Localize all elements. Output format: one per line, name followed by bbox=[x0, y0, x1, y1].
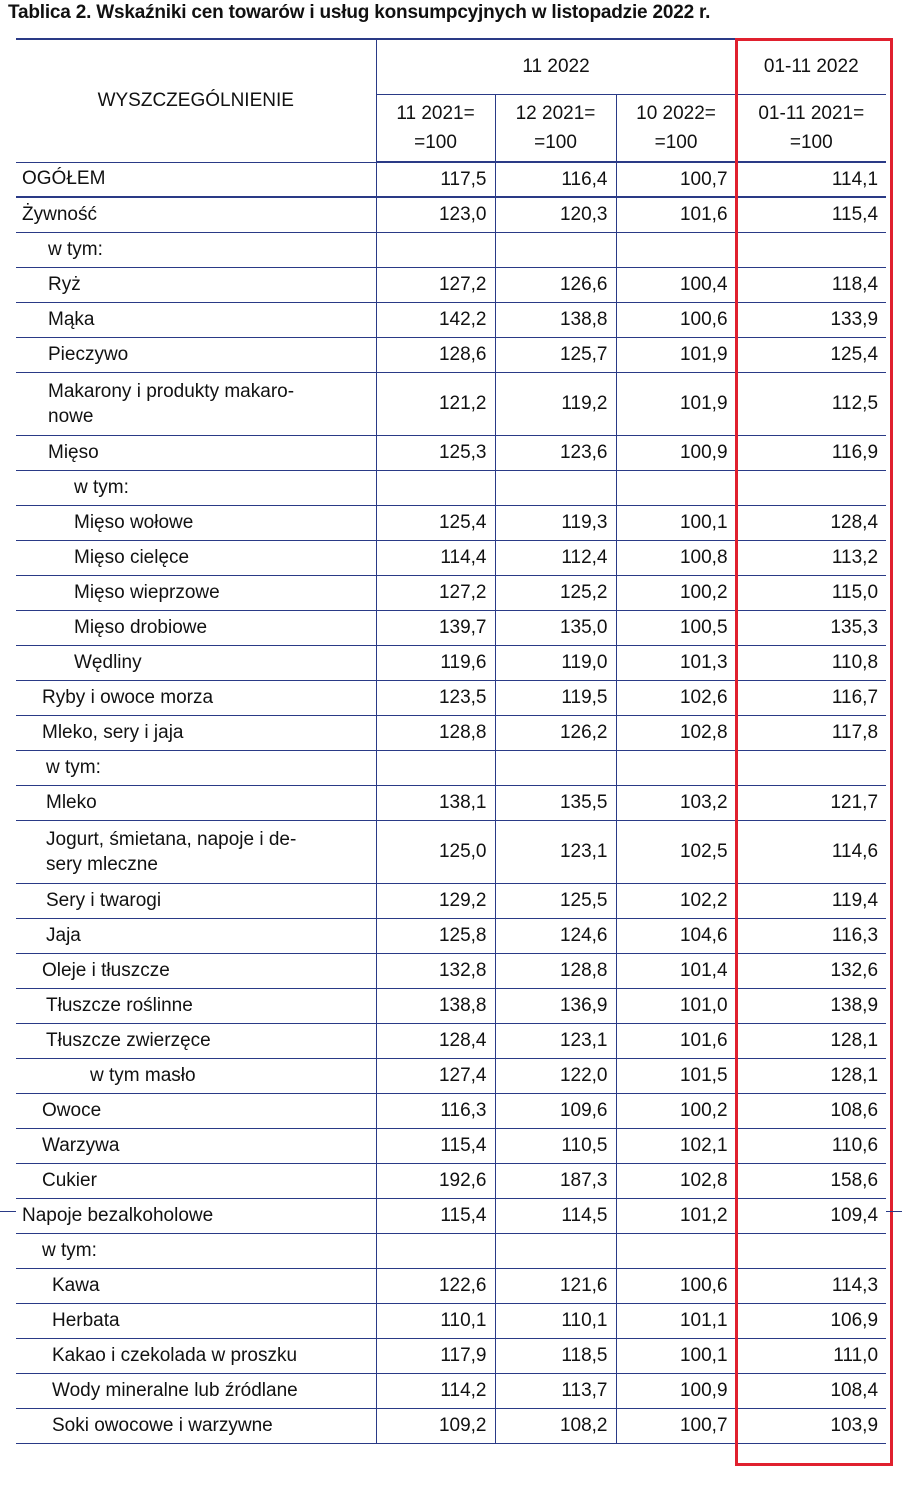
header-item-column: WYSZCZEGÓLNIENIE bbox=[16, 39, 376, 162]
row-value-col1 bbox=[376, 750, 495, 785]
row-value-col4: 135,3 bbox=[736, 610, 886, 645]
row-value-col2: 125,5 bbox=[495, 883, 616, 918]
row-label: w tym masło bbox=[16, 1058, 376, 1093]
row-value-col4: 110,8 bbox=[736, 645, 886, 680]
row-label: Makarony i produkty makaro- nowe bbox=[16, 372, 376, 435]
row-value-col1: 123,5 bbox=[376, 680, 495, 715]
table-row bbox=[16, 715, 886, 750]
row-label: Pieczywo bbox=[16, 337, 376, 372]
row-value-col1: 138,8 bbox=[376, 988, 495, 1023]
table-row bbox=[16, 1163, 886, 1198]
row-value-col4: 114,3 bbox=[736, 1268, 886, 1303]
row-label: Soki owocowe i warzywne bbox=[16, 1408, 376, 1443]
row-value-col1: 127,2 bbox=[376, 575, 495, 610]
header-group-11-2022: 11 2022 bbox=[376, 39, 736, 95]
table-row bbox=[16, 883, 886, 918]
row-value-col2: 124,6 bbox=[495, 918, 616, 953]
row-value-col2: 119,2 bbox=[495, 372, 616, 435]
row-value-col4 bbox=[736, 232, 886, 267]
table-row bbox=[16, 1023, 886, 1058]
row-value-col3: 100,9 bbox=[616, 1373, 736, 1408]
row-value-col2 bbox=[495, 470, 616, 505]
row-value-col4: 114,6 bbox=[736, 820, 886, 883]
row-label: w tym: bbox=[16, 750, 376, 785]
row-value-col2 bbox=[495, 750, 616, 785]
row-value-col3: 102,5 bbox=[616, 820, 736, 883]
row-label: Mleko, sery i jaja bbox=[16, 715, 376, 750]
table-row bbox=[16, 470, 886, 505]
row-value-col1: 125,4 bbox=[376, 505, 495, 540]
table-row bbox=[16, 1058, 886, 1093]
row-value-col2: 109,6 bbox=[495, 1093, 616, 1128]
row-value-col1: 142,2 bbox=[376, 302, 495, 337]
row-label: Wędliny bbox=[16, 645, 376, 680]
table-row bbox=[16, 1303, 886, 1338]
row-label: w tym: bbox=[16, 1233, 376, 1268]
row-value-col4: 116,7 bbox=[736, 680, 886, 715]
header-sub-col4: 01-11 2021= =100 bbox=[736, 95, 886, 163]
table-row bbox=[16, 1268, 886, 1303]
row-value-col1: 192,6 bbox=[376, 1163, 495, 1198]
row-label: Mąka bbox=[16, 302, 376, 337]
row-value-col4: 115,4 bbox=[736, 197, 886, 232]
row-value-col3: 100,4 bbox=[616, 267, 736, 302]
row-value-col3: 101,0 bbox=[616, 988, 736, 1023]
table-row bbox=[16, 1408, 886, 1443]
row-label: Mięso wołowe bbox=[16, 505, 376, 540]
table-row bbox=[16, 162, 886, 197]
row-value-col2: 119,0 bbox=[495, 645, 616, 680]
row-value-col1: 128,4 bbox=[376, 1023, 495, 1058]
row-label: Wody mineralne lub źródlane bbox=[16, 1373, 376, 1408]
row-value-col3: 102,8 bbox=[616, 715, 736, 750]
row-value-col4: 158,6 bbox=[736, 1163, 886, 1198]
row-label: Mięso wieprzowe bbox=[16, 575, 376, 610]
row-value-col3: 102,8 bbox=[616, 1163, 736, 1198]
row-value-col1: 125,0 bbox=[376, 820, 495, 883]
row-label: Mięso drobiowe bbox=[16, 610, 376, 645]
row-divider-mark bbox=[0, 1211, 16, 1212]
row-value-col3: 100,7 bbox=[616, 162, 736, 197]
table-row bbox=[16, 750, 886, 785]
row-value-col1: 127,4 bbox=[376, 1058, 495, 1093]
row-label: Oleje i tłuszcze bbox=[16, 953, 376, 988]
row-value-col4: 106,9 bbox=[736, 1303, 886, 1338]
row-value-col3: 102,2 bbox=[616, 883, 736, 918]
table-row bbox=[16, 1093, 886, 1128]
row-value-col3: 101,9 bbox=[616, 372, 736, 435]
row-value-col4: 110,6 bbox=[736, 1128, 886, 1163]
row-value-col3: 101,3 bbox=[616, 645, 736, 680]
row-value-col1: 128,6 bbox=[376, 337, 495, 372]
row-value-col3: 101,6 bbox=[616, 1023, 736, 1058]
row-value-col3: 100,9 bbox=[616, 435, 736, 470]
row-value-col4: 116,3 bbox=[736, 918, 886, 953]
row-value-col2: 187,3 bbox=[495, 1163, 616, 1198]
row-value-col1: 129,2 bbox=[376, 883, 495, 918]
row-value-col3 bbox=[616, 470, 736, 505]
table-row bbox=[16, 267, 886, 302]
row-label: Mleko bbox=[16, 785, 376, 820]
row-value-col3: 101,9 bbox=[616, 337, 736, 372]
row-value-col2: 135,0 bbox=[495, 610, 616, 645]
row-value-col3: 100,6 bbox=[616, 302, 736, 337]
table-row bbox=[16, 337, 886, 372]
row-value-col4: 112,5 bbox=[736, 372, 886, 435]
row-value-col2: 128,8 bbox=[495, 953, 616, 988]
row-value-col4: 111,0 bbox=[736, 1338, 886, 1373]
row-value-col1: 138,1 bbox=[376, 785, 495, 820]
row-value-col3: 100,8 bbox=[616, 540, 736, 575]
row-value-col4 bbox=[736, 750, 886, 785]
row-value-col4 bbox=[736, 1233, 886, 1268]
table-row bbox=[16, 645, 886, 680]
row-value-col1 bbox=[376, 1233, 495, 1268]
row-value-col4: 128,4 bbox=[736, 505, 886, 540]
table-row bbox=[16, 232, 886, 267]
table-row bbox=[16, 953, 886, 988]
row-label: Warzywa bbox=[16, 1128, 376, 1163]
row-value-col1: 139,7 bbox=[376, 610, 495, 645]
row-value-col4: 103,9 bbox=[736, 1408, 886, 1443]
row-label: Herbata bbox=[16, 1303, 376, 1338]
row-value-col3 bbox=[616, 232, 736, 267]
row-value-col1: 123,0 bbox=[376, 197, 495, 232]
row-value-col4: 116,9 bbox=[736, 435, 886, 470]
row-value-col3: 101,5 bbox=[616, 1058, 736, 1093]
row-label: Tłuszcze zwierzęce bbox=[16, 1023, 376, 1058]
row-value-col3: 100,1 bbox=[616, 1338, 736, 1373]
header-sub-col3: 10 2022= =100 bbox=[616, 95, 736, 163]
row-value-col2: 126,2 bbox=[495, 715, 616, 750]
row-value-col2: 121,6 bbox=[495, 1268, 616, 1303]
row-value-col3: 100,2 bbox=[616, 575, 736, 610]
row-value-col2: 120,3 bbox=[495, 197, 616, 232]
row-value-col3: 101,2 bbox=[616, 1198, 736, 1233]
row-value-col2: 122,0 bbox=[495, 1058, 616, 1093]
row-value-col4: 128,1 bbox=[736, 1023, 886, 1058]
row-label: Jaja bbox=[16, 918, 376, 953]
table-row bbox=[16, 820, 886, 883]
row-value-col3: 100,2 bbox=[616, 1093, 736, 1128]
row-value-col1: 115,4 bbox=[376, 1198, 495, 1233]
row-value-col1: 110,1 bbox=[376, 1303, 495, 1338]
row-value-col1 bbox=[376, 232, 495, 267]
row-value-col1: 127,2 bbox=[376, 267, 495, 302]
row-value-col2: 108,2 bbox=[495, 1408, 616, 1443]
row-value-col4: 132,6 bbox=[736, 953, 886, 988]
row-value-col4: 114,1 bbox=[736, 162, 886, 197]
row-label: w tym: bbox=[16, 470, 376, 505]
row-label: OGÓŁEM bbox=[16, 162, 376, 197]
row-divider-mark-right bbox=[886, 1211, 902, 1212]
row-value-col2: 136,9 bbox=[495, 988, 616, 1023]
row-value-col4: 138,9 bbox=[736, 988, 886, 1023]
table-row bbox=[16, 785, 886, 820]
row-value-col4: 121,7 bbox=[736, 785, 886, 820]
row-value-col2: 125,2 bbox=[495, 575, 616, 610]
row-label: Kawa bbox=[16, 1268, 376, 1303]
table-row bbox=[16, 1338, 886, 1373]
row-value-col4: 108,6 bbox=[736, 1093, 886, 1128]
row-value-col2: 138,8 bbox=[495, 302, 616, 337]
row-value-col1: 117,5 bbox=[376, 162, 495, 197]
row-value-col2: 110,1 bbox=[495, 1303, 616, 1338]
row-value-col4: 133,9 bbox=[736, 302, 886, 337]
row-value-col3: 102,6 bbox=[616, 680, 736, 715]
table-row bbox=[16, 197, 886, 232]
table-row bbox=[16, 988, 886, 1023]
row-value-col4 bbox=[736, 470, 886, 505]
row-value-col1: 115,4 bbox=[376, 1128, 495, 1163]
table-row bbox=[16, 505, 886, 540]
row-label: Ryż bbox=[16, 267, 376, 302]
row-value-col4: 118,4 bbox=[736, 267, 886, 302]
row-value-col3: 100,6 bbox=[616, 1268, 736, 1303]
row-label: Sery i twarogi bbox=[16, 883, 376, 918]
row-value-col2: 116,4 bbox=[495, 162, 616, 197]
table-row bbox=[16, 372, 886, 435]
table-row bbox=[16, 918, 886, 953]
table-row bbox=[16, 435, 886, 470]
row-label: Mięso bbox=[16, 435, 376, 470]
row-value-col3: 100,5 bbox=[616, 610, 736, 645]
table-title: Tablica 2. Wskaźniki cen towarów i usług konsumpcyjnych w listopadzie 2022 r. bbox=[8, 2, 711, 23]
row-label: Tłuszcze roślinne bbox=[16, 988, 376, 1023]
row-value-col4: 119,4 bbox=[736, 883, 886, 918]
row-label: w tym: bbox=[16, 232, 376, 267]
row-value-col3 bbox=[616, 1233, 736, 1268]
table-row bbox=[16, 1233, 886, 1268]
row-value-col1: 117,9 bbox=[376, 1338, 495, 1373]
row-value-col3: 101,6 bbox=[616, 197, 736, 232]
row-value-col2: 113,7 bbox=[495, 1373, 616, 1408]
row-value-col2: 126,6 bbox=[495, 267, 616, 302]
row-value-col1: 132,8 bbox=[376, 953, 495, 988]
row-value-col1: 116,3 bbox=[376, 1093, 495, 1128]
table-row bbox=[16, 1373, 886, 1408]
row-label: Żywność bbox=[16, 197, 376, 232]
row-value-col2 bbox=[495, 1233, 616, 1268]
row-label: Jogurt, śmietana, napoje i de- sery mleczne bbox=[16, 820, 376, 883]
row-label: Cukier bbox=[16, 1163, 376, 1198]
row-label: Napoje bezalkoholowe bbox=[16, 1198, 376, 1233]
price-index-table bbox=[16, 38, 886, 1444]
row-value-col2: 135,5 bbox=[495, 785, 616, 820]
row-value-col3: 100,7 bbox=[616, 1408, 736, 1443]
row-value-col2: 112,4 bbox=[495, 540, 616, 575]
row-value-col3: 101,4 bbox=[616, 953, 736, 988]
row-value-col2: 119,3 bbox=[495, 505, 616, 540]
row-value-col4: 125,4 bbox=[736, 337, 886, 372]
row-value-col2: 118,5 bbox=[495, 1338, 616, 1373]
table-row bbox=[16, 1128, 886, 1163]
row-value-col2: 123,1 bbox=[495, 1023, 616, 1058]
row-value-col1: 125,3 bbox=[376, 435, 495, 470]
table-row bbox=[16, 302, 886, 337]
row-value-col1 bbox=[376, 470, 495, 505]
table-row bbox=[16, 610, 886, 645]
row-value-col3: 104,6 bbox=[616, 918, 736, 953]
row-value-col1: 119,6 bbox=[376, 645, 495, 680]
row-value-col1: 109,2 bbox=[376, 1408, 495, 1443]
row-label: Owoce bbox=[16, 1093, 376, 1128]
row-value-col1: 128,8 bbox=[376, 715, 495, 750]
row-label: Mięso cielęce bbox=[16, 540, 376, 575]
row-value-col3: 102,1 bbox=[616, 1128, 736, 1163]
row-value-col2 bbox=[495, 232, 616, 267]
table-row bbox=[16, 540, 886, 575]
row-value-col4: 115,0 bbox=[736, 575, 886, 610]
table-row bbox=[16, 1198, 886, 1233]
row-value-col2: 125,7 bbox=[495, 337, 616, 372]
row-value-col4: 117,8 bbox=[736, 715, 886, 750]
row-value-col2: 123,1 bbox=[495, 820, 616, 883]
row-value-col3: 101,1 bbox=[616, 1303, 736, 1338]
row-value-col3: 100,1 bbox=[616, 505, 736, 540]
header-sub-col1: 11 2021= =100 bbox=[376, 95, 495, 163]
row-value-col1: 114,4 bbox=[376, 540, 495, 575]
row-value-col3 bbox=[616, 750, 736, 785]
row-value-col2: 119,5 bbox=[495, 680, 616, 715]
row-value-col3: 103,2 bbox=[616, 785, 736, 820]
row-value-col4: 128,1 bbox=[736, 1058, 886, 1093]
row-label: Ryby i owoce morza bbox=[16, 680, 376, 715]
row-value-col1: 121,2 bbox=[376, 372, 495, 435]
header-group-01-11-2022: 01-11 2022 bbox=[736, 39, 886, 95]
row-value-col1: 125,8 bbox=[376, 918, 495, 953]
row-value-col2: 114,5 bbox=[495, 1198, 616, 1233]
row-value-col4: 108,4 bbox=[736, 1373, 886, 1408]
row-value-col1: 114,2 bbox=[376, 1373, 495, 1408]
row-value-col2: 123,6 bbox=[495, 435, 616, 470]
table-row bbox=[16, 575, 886, 610]
row-label: Kakao i czekolada w proszku bbox=[16, 1338, 376, 1373]
table-row bbox=[16, 680, 886, 715]
row-value-col2: 110,5 bbox=[495, 1128, 616, 1163]
row-value-col1: 122,6 bbox=[376, 1268, 495, 1303]
row-value-col4: 113,2 bbox=[736, 540, 886, 575]
row-value-col4: 109,4 bbox=[736, 1198, 886, 1233]
header-sub-col2: 12 2021= =100 bbox=[495, 95, 616, 163]
